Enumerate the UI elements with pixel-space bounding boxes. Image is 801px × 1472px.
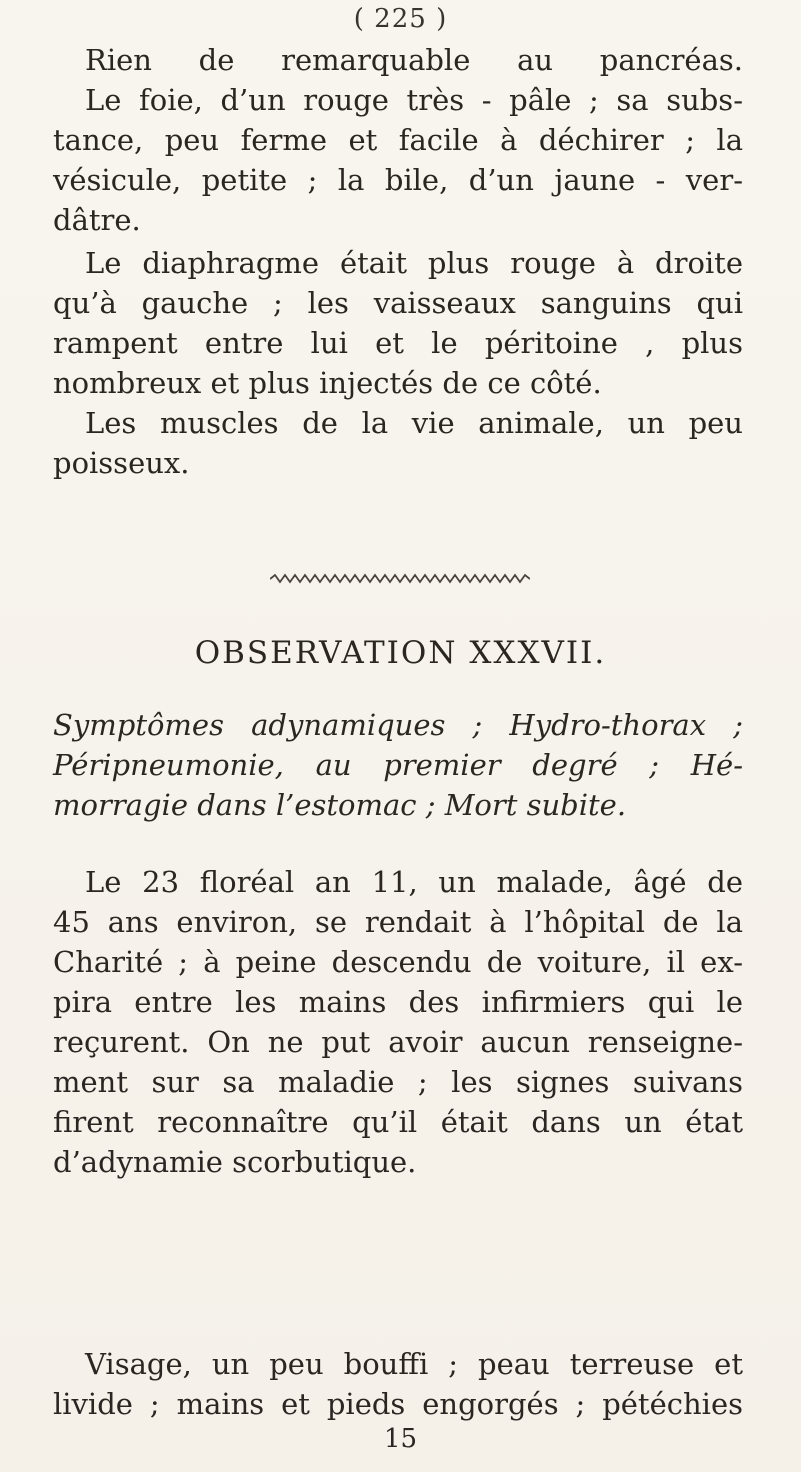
text-line: pira entre les mains des infirmiers qui le (53, 985, 743, 1019)
paragraph-diaphragm (53, 243, 743, 403)
text-line: ment sur sa maladie ; les signes suivans (53, 1065, 743, 1099)
paragraph-muscles (53, 403, 743, 483)
text-line: firent reconnaître qu’il était dans un état (53, 1105, 743, 1139)
text-line: livide ; mains et pieds engorgés ; pétéchies (53, 1387, 743, 1421)
page-number: ( 225 ) (353, 4, 448, 34)
text-line: Visage, un peu bouffi ; peau terreuse et (85, 1347, 743, 1381)
text-line: nombreux et plus injectés de ce côté. (53, 366, 602, 400)
text-line: Rien de remarquable au pancréas. (85, 43, 743, 77)
paragraph-case-history (53, 862, 743, 1182)
text-line: dâtre. (53, 203, 141, 237)
paragraph-pancreas-liver (53, 40, 743, 240)
text-line: rampent entre lui et le péritoine , plus (53, 326, 743, 360)
text-line: Charité ; à peine descendu de voiture, il ex- (53, 945, 743, 979)
text-line: 45 ans environ, se rendait à l’hôpital de la (53, 905, 743, 939)
text-line: poisseux. (53, 446, 190, 480)
text-line: Les muscles de la vie animale, un peu (85, 406, 743, 440)
observation-heading: OBSERVATION XXXVII. (194, 635, 607, 671)
observation-summary (53, 705, 743, 825)
text-line: Le 23 floréal an 11, un malade, âgé de (85, 865, 743, 899)
summary-line: Péripneumonie, au premier degré ; Hé- (53, 748, 743, 782)
ornament-divider (270, 573, 530, 585)
text-line: vésicule, petite ; la bile, d’un jaune - ver- (53, 163, 743, 197)
summary-line: Symptômes adynamiques ; Hydro-thorax ; (53, 708, 743, 742)
text-line: tance, peu ferme et facile à déchirer ; la (53, 123, 743, 157)
text-line: qu’à gauche ; les vaisseaux sanguins qui (53, 286, 743, 320)
summary-line: morragie dans l’estomac ; Mort subite. (53, 788, 627, 822)
text-line: Le foie, d’un rouge très - pâle ; sa subs- (85, 83, 743, 117)
signature-mark: 15 (383, 1424, 418, 1454)
paragraph-symptoms (53, 1344, 743, 1424)
text-line: Le diaphragme était plus rouge à droite (85, 246, 743, 280)
text-line: d’adynamie scorbutique. (53, 1145, 417, 1179)
text-line: reçurent. On ne put avoir aucun renseigne- (53, 1025, 743, 1059)
